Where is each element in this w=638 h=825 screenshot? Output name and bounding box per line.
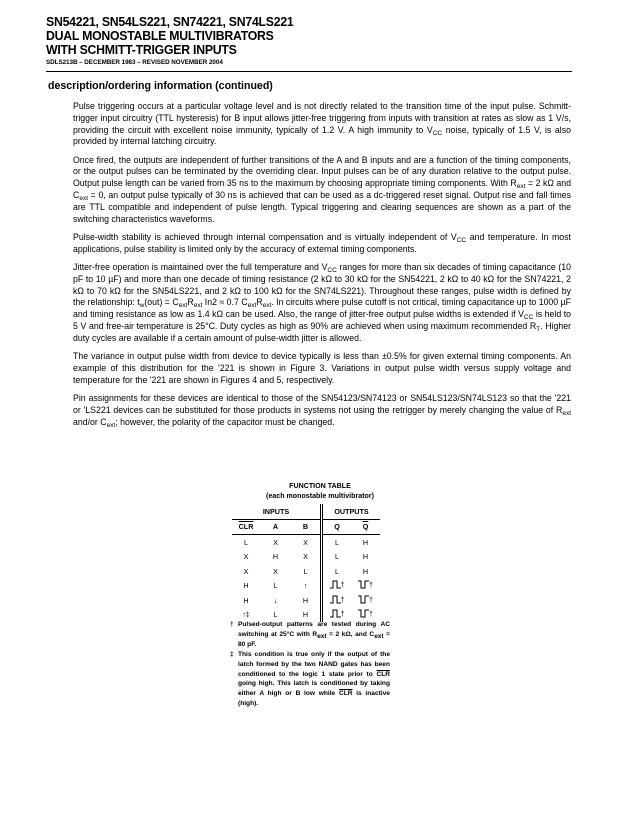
paragraph-outputs: Once fired, the outputs are independent of further transitions of the A and B inputs and are a function of the timing components, or the output pulses can be terminated by the overriding clear. Input pulses can be of any duration relative to the output pulse. Output pulse length can be varied from 35 ns to the maximum by choosing appropriate timing components. With $R_{ext} = 2$ kΩ and $C_{ext} = 0$, an output pulse typically of 30 ns is achieved that can be used as a dc-triggered reset signal. Output rise and fall times are TTL compatible and independent of pulse length. Typical triggering and clearing sequences are shown as a part of the switching characteristics waveforms. [73, 154, 572, 224]
cell-q-bar [351, 579, 380, 594]
table-row [232, 564, 380, 579]
pulse-dagger-mark: † [369, 580, 373, 590]
cell-q: L [322, 564, 352, 579]
inputs-group-header: INPUTS [232, 504, 322, 519]
function-table-body [232, 535, 380, 623]
document-id: SDLS213B – DECEMBER 1983 – REVISED NOVEMBER 2004 [46, 59, 223, 66]
device-title-line-1: DUAL MONOSTABLE MULTIVIBRATORS [46, 28, 274, 43]
negative-pulse-icon [358, 580, 373, 589]
table-row [232, 535, 380, 550]
function-table-heading: FUNCTION TABLE [289, 482, 351, 490]
table-row [232, 550, 380, 565]
cell-q-bar: H [362, 537, 369, 547]
col-clr: $\overline{CLR}$ [232, 519, 260, 535]
cell-a: L [273, 581, 278, 591]
outputs-group-header: OUTPUTS [322, 504, 381, 519]
function-table-subtitle: (each monostable multivibrator) [266, 491, 374, 500]
cell-b: H [302, 595, 309, 605]
paragraph-stability: Pulse-width stability is achieved through internal compensation and is virtually independent of $V_{CC}$ and temperature. In most applications, pulse stability is limited only by the accuracy of external timing components. [73, 231, 571, 254]
cell-q: L [322, 535, 352, 550]
col-q: Q [322, 519, 352, 535]
cell-clr: H [243, 595, 249, 605]
pulse-dagger-mark: † [340, 580, 345, 590]
table-row [232, 579, 380, 594]
cell-clr: L [244, 537, 248, 547]
double-dagger-mark: ‡ [230, 650, 234, 658]
cell-clr: ↑‡ [242, 610, 250, 620]
paragraph-pulse-triggering: Pulse triggering occurs at a particular voltage level and is not directly related to the transition time of the input pulse. Schmitt-trigger input circuitry (TTL hysteresis) for B input allows jitter-free triggering from inputs with transition at rates as slow as 1 V/s, providing the circuit with excellent noise immunity, typically of 1.2 V. A high immunity to $V_{CC}$ noise, typically of 1.5 V, is also provided by internal latching circuitry. [73, 101, 571, 147]
cell-q [322, 579, 352, 594]
document-header [46, 15, 572, 66]
cell-b: L [303, 566, 308, 576]
cell-a: L [273, 610, 278, 620]
cell-b: ↑ [303, 581, 308, 591]
positive-pulse-icon [330, 580, 345, 589]
paragraph-pin-assignments: Pin assignments for these devices are identical to those of the SN54123/SN74123 or SN54LS123/SN74LS123 so that the '221 or 'LS221 devices can be substituted for those products in systems not using the retrigger by merely changing the value of $R_{ext}$ and/or $C_{ext}$; however, the polarity of the capacitor must be changed. [73, 393, 571, 429]
header-rule [46, 71, 572, 72]
function-table [232, 504, 380, 622]
footnote-double-dagger: ‡ This condition is true only if the output of the latch formed by the two NAND gates has been conditioned to the logic 1 state prior to $\overline{CLR}$ going high. This latch is conditioned by taking either A high or B low while $\overline{CLR}$ is inactive (high). [230, 650, 390, 708]
cell-q-bar: H [362, 566, 369, 576]
part-numbers-title: SN54221, SN54LS221, SN74221, SN74LS221 [46, 14, 294, 29]
negative-pulse-icon [358, 609, 373, 618]
cell-a: ↓ [273, 595, 278, 605]
col-b: B [291, 519, 322, 535]
cell-q-bar: H [362, 552, 369, 562]
cell-q: L [322, 550, 352, 565]
col-a: A [260, 519, 291, 535]
cell-clr: X [243, 552, 249, 562]
dagger-mark: † [230, 621, 234, 628]
negative-pulse-icon [358, 595, 373, 604]
cell-clr: X [243, 566, 249, 576]
positive-pulse-icon [330, 595, 345, 604]
cell-a: X [273, 537, 278, 547]
cell-clr: H [243, 581, 249, 591]
cell-b: X [303, 552, 308, 562]
device-title-line-2: WITH SCHMITT-TRIGGER INPUTS [46, 42, 237, 57]
pulse-dagger-mark: † [369, 609, 373, 619]
function-table-title [200, 482, 440, 502]
positive-pulse-icon [330, 609, 345, 618]
footnote-dagger: † Pulsed-output patterns are tested during AC switching at 25°C with $R_{ext} = 2$ kΩ, and $C_{ext} = 80$ pF. [230, 621, 391, 648]
pulse-dagger-mark: † [340, 594, 345, 604]
body-text [73, 101, 571, 435]
cell-q [322, 593, 352, 608]
col-q-bar: $\overline{Q}$ [351, 519, 380, 535]
cell-q-bar [351, 593, 380, 608]
cell-a: X [273, 566, 278, 576]
table-footnotes [230, 620, 390, 709]
table-row [232, 593, 380, 608]
paragraph-variance: The variance in output pulse width from device to device typically is less than ±0.5% for given external timing components. An example of this distribution for the '221 is shown in Figure 3. Variations in output pulse width versus supply voltage and temperature for the '221 are shown in Figures 4 and 5, respectively. [73, 351, 571, 385]
section-title: description/ordering information (continued) [48, 80, 273, 92]
cell-b: X [303, 537, 308, 547]
cell-a: H [272, 552, 279, 562]
pulse-dagger-mark: † [340, 609, 345, 619]
cell-b: H [302, 610, 309, 620]
paragraph-jitter-free: Jitter-free operation is maintained over the full temperature and $V_{CC}$ ranges for more than six decades of timing capacitance (10 pF to 10 µF) and more than one decade of timing resistance (2 kΩ to 30 kΩ for the SN54221, 2 kΩ to 40 kΩ for the SN74221, 2 kΩ to 70 kΩ for the SN54LS221, and 2 kΩ to 100 kΩ for the SN74LS221). Throughout these ranges, pulse width is defined by the relationship: $t_w(out) = C_{ext}R_{ext}$ In2 ≈ 0.7 $C_{ext}R_{ext}$. In circuits where pulse cutoff is not critical, timing capacitance up to 1000 µF and timing resistance as low as 1.4 kΩ can be used. Also, the range of jitter-free output pulse widths is extended if $V_{CC}$ is held to 5 V and free-air temperature is 25°C. Duty cycles as high as 90% are achieved when using maximum recommended $R_T$. Higher duty cycles are available if a certain amount of pulse-width jitter is allowed. [73, 262, 572, 343]
pulse-dagger-mark: † [369, 594, 373, 604]
